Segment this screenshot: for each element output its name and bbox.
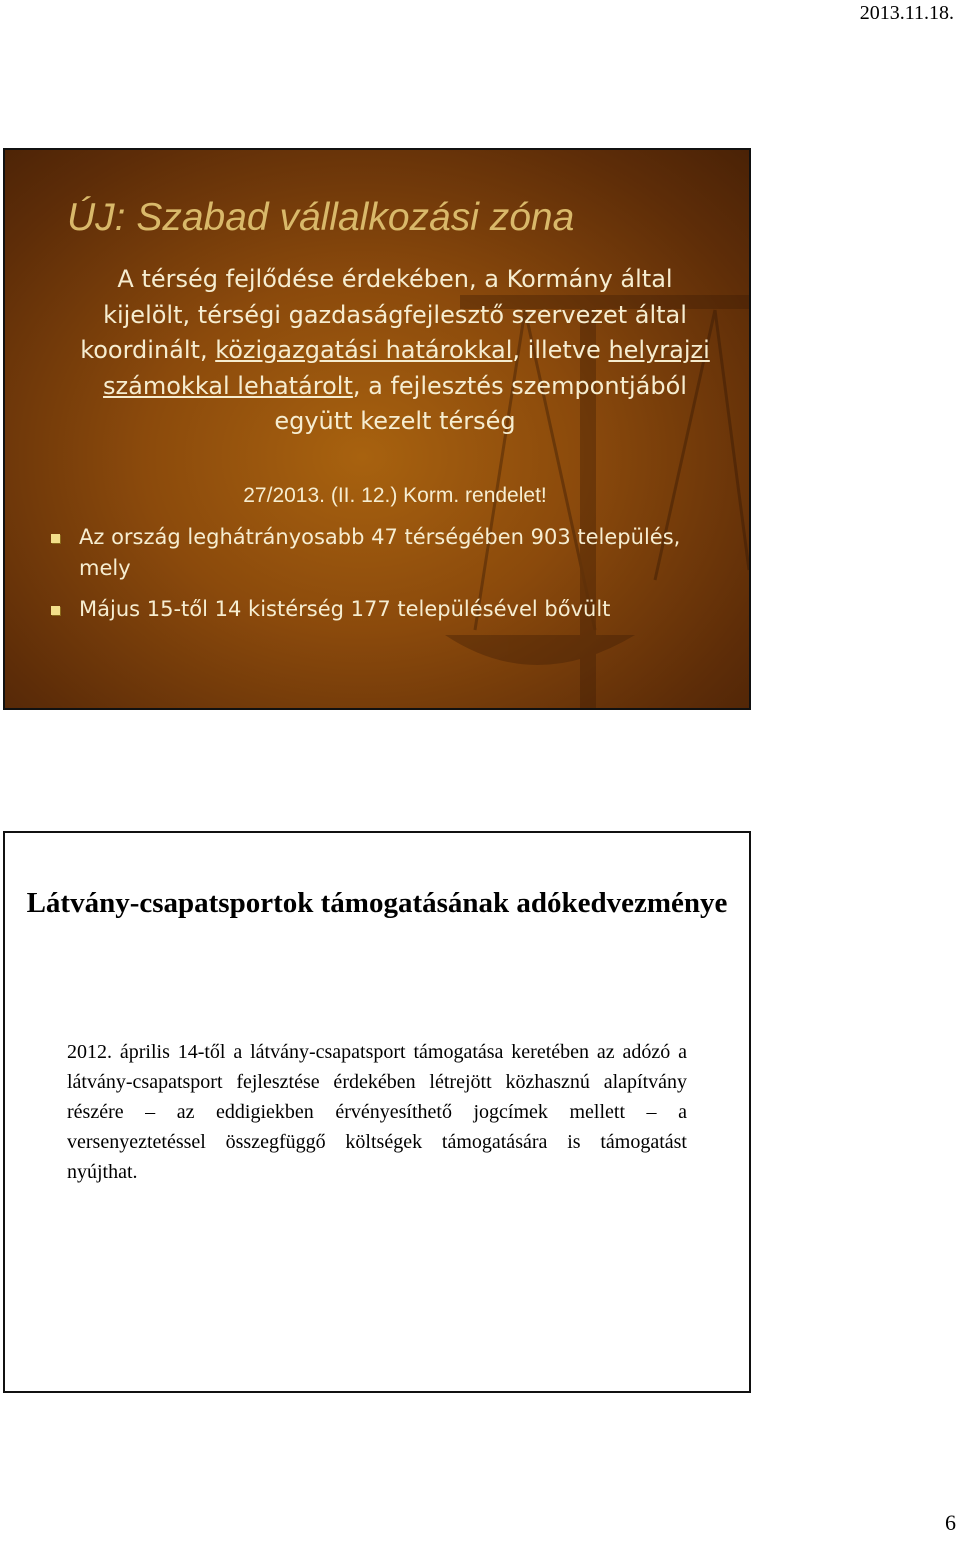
- slide-body-text: 2012. április 14-től a látvány-csapatsport támogatása keretében az adózó a látvány-csapatsport fejlesztése érdekében létrejött közhasznú alapítvány részére – az eddigiekben érvényesíthető jogcímek mellett – a versenyeztetéssel összegfüggő költségek támogatására is támogatást nyújthat.: [67, 1041, 687, 1183]
- slide-title: Látvány-csapatsportok támogatásának adókedvezménye: [26, 887, 728, 919]
- square-bullet-icon: [51, 606, 60, 615]
- list-item: [45, 522, 725, 584]
- decree-reference: 27/2013. (II. 12.) Korm. rendelet!: [243, 484, 547, 507]
- administrative-borders-link[interactable]: közigazgatási határokkal: [215, 336, 513, 364]
- definition-text: , a fejlesztés szempontjából együtt kezelt térség: [274, 371, 687, 435]
- slide-spectator-sports-tax-benefit: [3, 831, 751, 1393]
- bullet-list: [45, 522, 725, 635]
- page-number: 6: [945, 1510, 956, 1535]
- slide-free-enterprise-zone: [3, 148, 751, 710]
- definition-text: , illetve: [512, 336, 609, 364]
- bullet-text: Május 15-től 14 kistérség 177 településével bővült: [79, 597, 611, 621]
- parcel-numbers-link[interactable]: helyrajzi számokkal lehatárolt: [103, 336, 710, 400]
- slide-title: ÚJ: Szabad vállalkozási zóna: [67, 196, 575, 239]
- zone-definition: [75, 262, 715, 440]
- header-date: 2013.11.18.: [859, 2, 954, 24]
- definition-text: A térség fejlődése érdekében, a Kormány által kijelölt, térségi gazdaságfejlesztő szervezet által koordinált,: [80, 265, 687, 364]
- square-bullet-icon: [51, 534, 60, 543]
- bullet-text: Az ország leghátrányosabb 47 térségében 903 település, mely: [79, 525, 681, 580]
- list-item: [45, 594, 725, 625]
